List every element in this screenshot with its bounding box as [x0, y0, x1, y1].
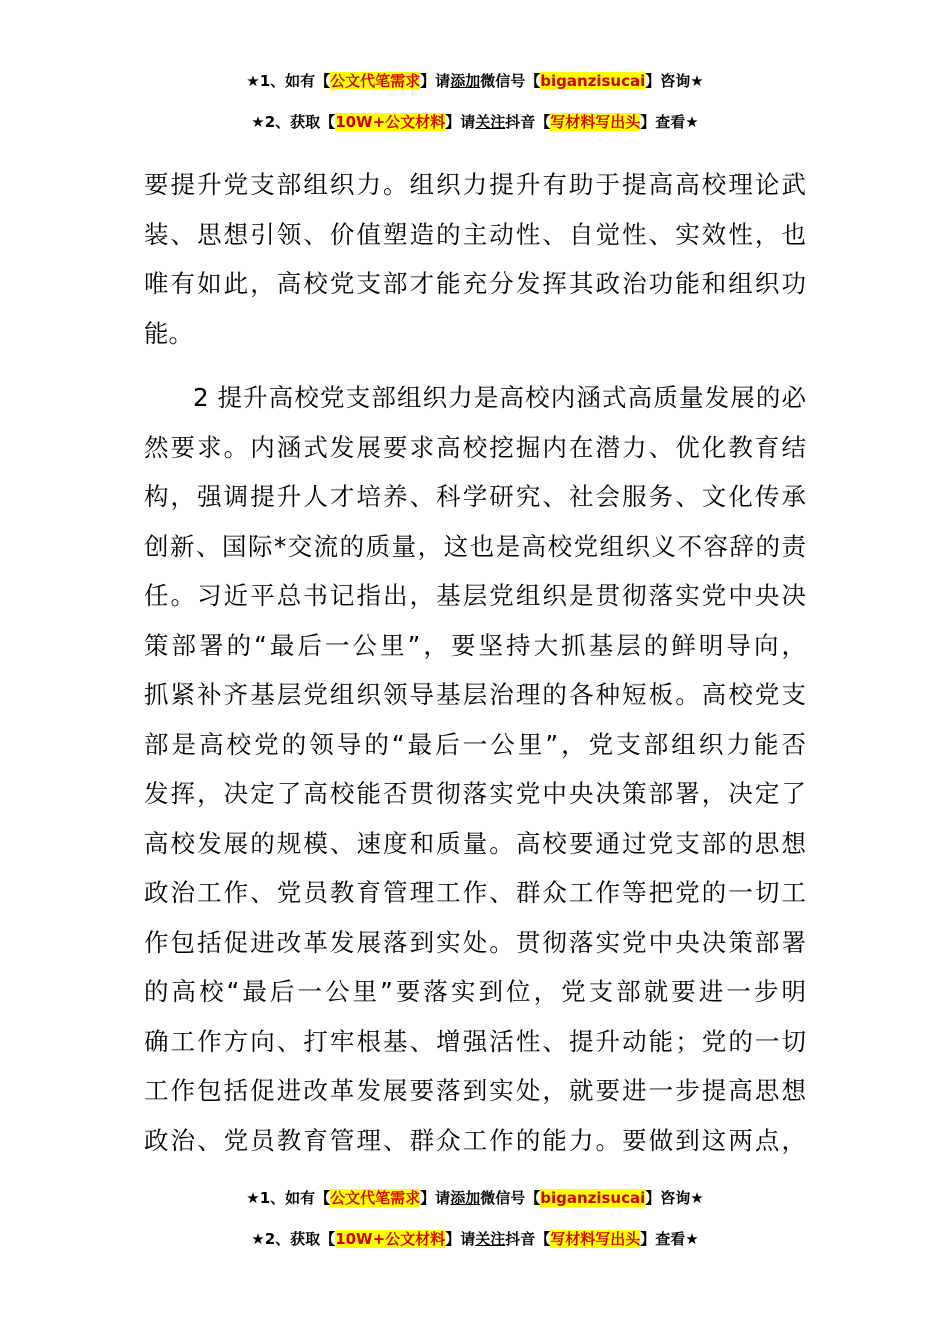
banner-highlight-service: 公文代笔需求 — [330, 72, 421, 90]
banner-underlined-text: 添加 — [450, 72, 481, 90]
text-line: 任。习近平总书记指出，基层党组织是贯彻落实党中央决 — [144, 581, 806, 610]
banner-highlight-account: 写材料写出头 — [550, 1230, 641, 1248]
text-line: 作包括促进改革发展落到实处。贯彻落实党中央决策部署 — [144, 927, 806, 957]
banner-highlight-materials: 10W+公文材料 — [335, 113, 446, 131]
text-line: 工作包括促进改革发展要落到实处，就要进一步提高思想 — [144, 1076, 806, 1105]
text-line: 然要求。内涵式发展要求高校挖掘内在潜力、优化教育结 — [144, 432, 806, 462]
text-line: 的高校“最后一公里”要落实到位，党支部就要进一步明 — [144, 977, 806, 1006]
banner-prefix: ★1、如有【 — [246, 72, 331, 90]
banner-prefix: ★1、如有【 — [246, 1189, 331, 1207]
banner-suffix: 】查看★ — [640, 113, 699, 131]
banner-text: 抖音【 — [505, 1230, 551, 1248]
text-line: 政治、党员教育管理、群众工作的能力。要做到这两点， — [144, 1125, 806, 1155]
body-paragraph-2 — [144, 373, 806, 1165]
banner-text: 微信号【 — [480, 1189, 541, 1207]
banner-text: 微信号【 — [480, 72, 541, 90]
text-line: 要提升党支部组织力。组织力提升有助于提高高校理论武 — [144, 170, 806, 199]
text-line: 装、思想引领、价值塑造的主动性、自觉性、实效性，也 — [144, 219, 806, 249]
banner-suffix: 】咨询★ — [645, 72, 704, 90]
footer-banner-line-1 — [0, 1188, 950, 1208]
banner-highlight-materials: 10W+公文材料 — [335, 1230, 446, 1248]
banner-underlined-text: 关注 — [475, 113, 506, 131]
banner-underlined-text: 关注 — [475, 1230, 506, 1248]
banner-text: 】请 — [420, 72, 451, 90]
text-line: 策部署的“最后一公里”，要坚持大抓基层的鲜明导向， — [144, 630, 806, 660]
banner-highlight-account: 写材料写出头 — [550, 113, 641, 131]
text-line: 创新、国际*交流的质量，这也是高校党组织义不容辞的责 — [144, 531, 806, 561]
banner-highlight-wechat-id: biganzisucai — [540, 1189, 646, 1207]
text-line: 发挥，决定了高校能否贯彻落实党中央决策部署，决定了 — [144, 779, 806, 808]
text-line: 抓紧补齐基层党组织领导基层治理的各种短板。高校党支 — [144, 680, 806, 709]
body-paragraph-1 — [144, 160, 806, 358]
text-line: 部是高校党的领导的“最后一公里”，党支部组织力能否 — [144, 729, 806, 759]
banner-suffix: 】查看★ — [640, 1230, 699, 1248]
text-line: 确工作方向、打牢根基、增强活性、提升动能；党的一切 — [144, 1026, 806, 1056]
banner-text: 】请 — [445, 1230, 476, 1248]
banner-suffix: 】咨询★ — [645, 1189, 704, 1207]
text-line: 唯有如此，高校党支部才能充分发挥其政治功能和组织功 — [144, 269, 806, 298]
text-line: 政治工作、党员教育管理工作、群众工作等把党的一切工 — [144, 878, 806, 907]
text-line: 高校发展的规模、速度和质量。高校要通过党支部的思想 — [144, 828, 806, 858]
footer-banner-line-2 — [0, 1229, 950, 1249]
text-line: 构，强调提升人才培养、科学研究、社会服务、文化传承 — [144, 482, 806, 511]
header-banner-line-2 — [0, 112, 950, 132]
banner-text: 抖音【 — [505, 113, 551, 131]
banner-prefix: ★2、获取【 — [251, 1230, 336, 1248]
banner-text: 】请 — [445, 113, 476, 131]
banner-prefix: ★2、获取【 — [251, 113, 336, 131]
header-banner-line-1 — [0, 71, 950, 91]
banner-text: 】请 — [420, 1189, 451, 1207]
banner-highlight-service: 公文代笔需求 — [330, 1189, 421, 1207]
banner-underlined-text: 添加 — [450, 1189, 481, 1207]
text-line: 2 提升高校党支部组织力是高校内涵式高质量发展的必 — [193, 383, 806, 412]
text-line: 能。 — [144, 318, 193, 348]
banner-highlight-wechat-id: biganzisucai — [540, 72, 646, 90]
